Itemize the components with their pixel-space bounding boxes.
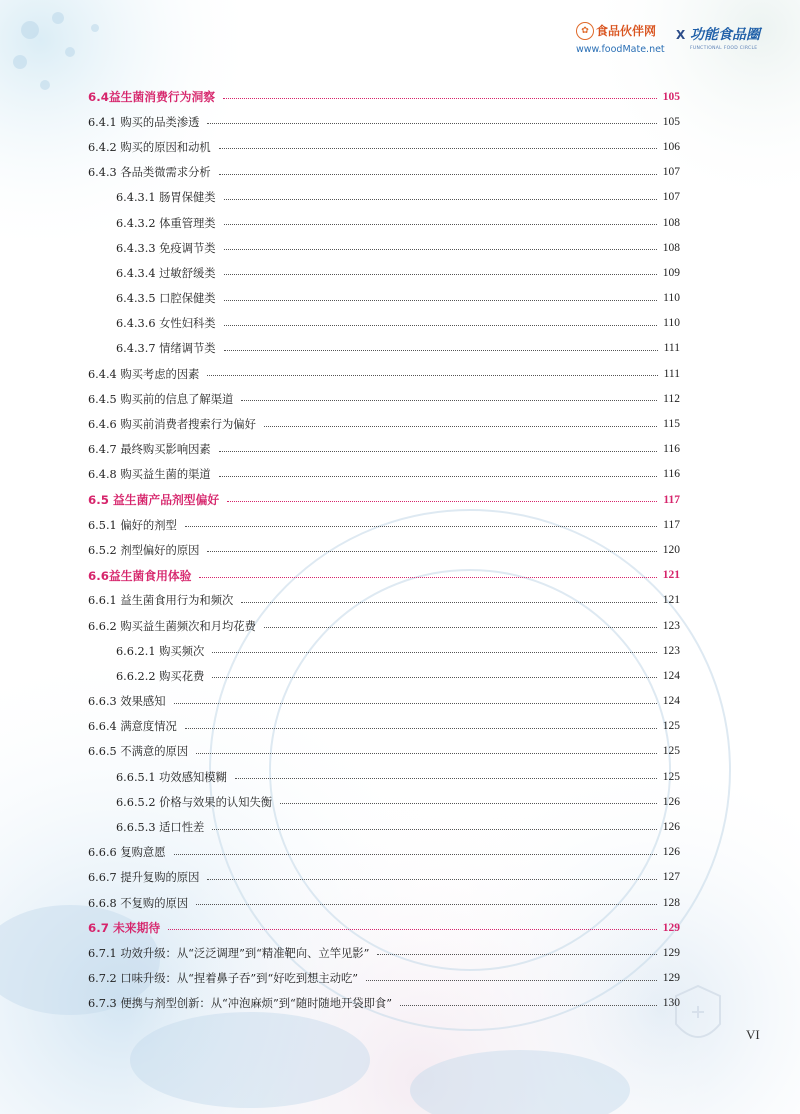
toc-entry-row[interactable] (88, 235, 680, 260)
page-number: VI (746, 1027, 760, 1042)
toc-entry-row[interactable] (88, 613, 680, 638)
toc-entry-label: 6.4.3.3 免疫调节类 (116, 241, 216, 255)
toc-leader-dots (207, 551, 656, 552)
toc-entry-page: 124 (662, 695, 680, 708)
toc-entry-label: 6.5.2 剂型偏好的原因 (88, 543, 200, 557)
toc-leader-dots (196, 753, 657, 754)
toc-entry-label: 6.7.3 便携与剂型创新：从“冲泡麻烦”到“随时随地开袋即食” (88, 997, 392, 1011)
toc-entry-label: 6.4.3.7 情绪调节类 (116, 342, 216, 356)
toc-entry-label: 6.4.5 购买前的信息了解渠道 (88, 392, 234, 406)
toc-entry-row[interactable] (88, 588, 680, 613)
toc-entry-page: 123 (662, 644, 680, 657)
toc-entry-page: 117 (663, 493, 680, 506)
header-logos (572, 18, 772, 66)
toc-section-row[interactable] (88, 563, 680, 588)
toc-entry-page: 121 (662, 594, 680, 607)
toc-entry-label: 6.7.1 功效升级：从“泛泛调理”到“精准靶向、立竿见影” (88, 946, 370, 960)
toc-entry-row[interactable] (88, 814, 680, 839)
toc-entry-page: 115 (663, 418, 680, 431)
toc-entry-row[interactable] (88, 109, 680, 134)
toc-entry-label: 6.5.1 偏好的剂型 (88, 518, 177, 532)
toc-entry-page: 110 (663, 292, 680, 305)
toc-entry-row[interactable] (88, 512, 680, 537)
toc-leader-dots (224, 325, 658, 326)
toc-entry-row[interactable] (88, 286, 680, 311)
toc-leader-dots (219, 148, 657, 149)
toc-section-row[interactable] (88, 487, 680, 512)
toc-entry-row[interactable] (88, 865, 680, 890)
toc-entry-page: 123 (662, 619, 680, 632)
toc-entry-row[interactable] (88, 537, 680, 562)
toc-entry-label: 6.6.5.2 价格与效果的认知失衡 (116, 795, 273, 809)
toc-section-row[interactable] (88, 84, 680, 109)
toc-entry-row[interactable] (88, 689, 680, 714)
toc-entry-row[interactable] (88, 386, 680, 411)
toc-entry-label: 6.4.3.6 女性妇科类 (116, 317, 216, 331)
toc-leader-dots (207, 375, 657, 376)
toc-entry-page: 106 (662, 140, 680, 153)
toc-leader-dots (264, 426, 657, 427)
toc-entry-page: 117 (663, 518, 680, 531)
toc-entry-row[interactable] (88, 739, 680, 764)
toc-leader-dots (219, 476, 657, 477)
toc-leader-dots (280, 803, 657, 804)
toc-entry-label: 6.6.4 满意度情况 (88, 720, 177, 734)
functional-en: FUNCTIONAL FOOD CIRCLE (690, 46, 758, 51)
toc-entry-label: 6.6.5.3 适口性差 (116, 821, 205, 835)
toc-leader-dots (366, 980, 657, 981)
toc-entry-page: 128 (662, 896, 680, 909)
toc-entry-row[interactable] (88, 134, 680, 159)
toc-entry-label: 6.6.6 复购意愿 (88, 846, 166, 860)
toc-entry-label: 6.4.1 购买的品类渗透 (88, 115, 200, 129)
toc-leader-dots (174, 703, 657, 704)
toc-entry-page: 111 (663, 342, 680, 355)
toc-leader-dots (196, 904, 657, 905)
toc-entry-label: 6.4益生菌消费行为洞察 (88, 90, 216, 105)
toc-entry-row[interactable] (88, 840, 680, 865)
toc-entry-row[interactable] (88, 411, 680, 436)
toc-entry-label: 6.4.8 购买益生菌的渠道 (88, 468, 211, 482)
toc-entry-row[interactable] (88, 940, 680, 965)
toc-section-row[interactable] (88, 915, 680, 940)
toc-entry-label: 6.4.3 各品类微需求分析 (88, 166, 211, 180)
toc-entry-label: 6.6.1 益生菌食用行为和频次 (88, 594, 234, 608)
toc-leader-dots (219, 451, 657, 452)
toc-entry-page: 125 (662, 745, 680, 758)
toc-entry-label: 6.6.2.1 购买频次 (116, 644, 205, 658)
logo-separator: X (676, 28, 686, 42)
toc-entry-row[interactable] (88, 260, 680, 285)
toc-entry-label: 6.5 益生菌产品剂型偏好 (88, 493, 220, 508)
toc-entry-label: 6.4.3.1 肠胃保健类 (116, 191, 216, 205)
toc-entry-page: 110 (663, 317, 680, 330)
toc-entry-page: 116 (663, 443, 680, 456)
toc-entry-page: 126 (662, 846, 680, 859)
toc-leader-dots (174, 854, 657, 855)
toc-leader-dots (223, 98, 657, 99)
foodmate-url: www.foodMate.net (576, 44, 665, 55)
toc-entry-row[interactable] (88, 311, 680, 336)
toc-entry-page: 112 (663, 392, 680, 405)
toc-leader-dots (212, 677, 656, 678)
toc-entry-page: 107 (662, 191, 680, 204)
toc-leader-dots (219, 174, 657, 175)
toc-entry-page: 125 (662, 720, 680, 733)
toc-entry-label: 6.4.2 购买的原因和动机 (88, 140, 211, 154)
toc-entry-page: 109 (662, 266, 680, 279)
toc-entry-page: 129 (662, 972, 680, 985)
toc-leader-dots (207, 123, 656, 124)
toc-entry-label: 6.6.2.2 购买花费 (116, 669, 205, 683)
toc-entry-label: 6.6.2 购买益生菌频次和月均花费 (88, 619, 256, 633)
toc-entry-label: 6.6益生菌食用体验 (88, 568, 192, 583)
toc-entry-row[interactable] (88, 890, 680, 915)
toc-entry-row[interactable] (88, 789, 680, 814)
toc-leader-dots (224, 300, 658, 301)
toc-entry-page: 116 (663, 468, 680, 481)
toc-entry-row[interactable] (88, 663, 680, 688)
toc-entry-label: 6.4.3.4 过敏舒缓类 (116, 266, 216, 280)
toc-leader-dots (212, 652, 656, 653)
toc-entry-page: 108 (662, 216, 680, 229)
foodmate-name: 食品伙伴网 (596, 24, 657, 38)
toc-leader-dots (207, 879, 656, 880)
toc-entry-row[interactable] (88, 966, 680, 991)
toc-entry-page: 125 (662, 770, 680, 783)
toc-leader-dots (224, 199, 657, 200)
toc-entry-row[interactable] (88, 210, 680, 235)
toc-entry-page: 108 (662, 241, 680, 254)
functional-name: 功能食品圈 (690, 27, 760, 43)
toc-leader-dots (400, 1005, 657, 1006)
toc-entry-label: 6.4.3.2 体重管理类 (116, 216, 216, 230)
table-of-contents (88, 84, 680, 1016)
toc-entry-label: 6.6.7 提升复购的原因 (88, 871, 200, 885)
toc-leader-dots (185, 728, 657, 729)
toc-entry-row[interactable] (88, 160, 680, 185)
toc-leader-dots (168, 929, 657, 930)
toc-entry-label: 6.4.3.5 口腔保健类 (116, 292, 216, 306)
toc-entry-label: 6.4.7 最终购买影响因素 (88, 443, 211, 457)
toc-leader-dots (185, 526, 657, 527)
toc-entry-row[interactable] (88, 462, 680, 487)
toc-leader-dots (224, 274, 657, 275)
toc-entry-page: 105 (662, 90, 680, 103)
functional-food-logo (690, 18, 772, 66)
toc-entry-row[interactable] (88, 714, 680, 739)
toc-leader-dots (227, 501, 657, 502)
toc-entry-page: 107 (662, 166, 680, 179)
toc-entry-label: 6.7 未来期待 (88, 921, 161, 936)
toc-leader-dots (224, 249, 657, 250)
toc-entry-label: 6.7.2 口味升级：从“捏着鼻子吞”到“好吃到想主动吃” (88, 972, 359, 986)
toc-entry-page: 130 (662, 997, 680, 1010)
toc-leader-dots (224, 350, 658, 351)
toc-entry-label: 6.6.8 不复购的原因 (88, 896, 189, 910)
toc-entry-row[interactable] (88, 764, 680, 789)
toc-leader-dots (241, 400, 657, 401)
toc-entry-label: 6.4.4 购买考虑的因素 (88, 367, 200, 381)
toc-leader-dots (264, 627, 657, 628)
foodmate-logo (572, 18, 672, 66)
toc-leader-dots (235, 778, 657, 779)
toc-entry-row[interactable] (88, 991, 680, 1016)
toc-entry-row[interactable] (88, 437, 680, 462)
toc-entry-page: 127 (662, 871, 680, 884)
toc-entry-label: 6.6.5 不满意的原因 (88, 745, 189, 759)
toc-entry-row[interactable] (88, 638, 680, 663)
foodmate-badge-icon: ✿ (576, 22, 594, 40)
toc-leader-dots (377, 954, 656, 955)
toc-entry-page: 120 (662, 543, 680, 556)
toc-entry-page: 129 (662, 921, 680, 934)
toc-entry-page: 126 (662, 821, 680, 834)
toc-entry-row[interactable] (88, 361, 680, 386)
toc-leader-dots (241, 602, 656, 603)
toc-entry-label: 6.6.3 效果感知 (88, 695, 166, 709)
toc-leader-dots (224, 224, 657, 225)
toc-leader-dots (212, 829, 656, 830)
toc-entry-page: 129 (662, 946, 680, 959)
toc-entry-page: 105 (662, 115, 680, 128)
toc-entry-page: 126 (662, 795, 680, 808)
toc-leader-dots (199, 577, 656, 578)
toc-entry-row[interactable] (88, 185, 680, 210)
toc-entry-label: 6.4.6 购买前消费者搜索行为偏好 (88, 418, 256, 432)
toc-entry-row[interactable] (88, 336, 680, 361)
toc-entry-page: 111 (663, 367, 680, 380)
toc-entry-label: 6.6.5.1 功效感知模糊 (116, 770, 227, 784)
toc-entry-page: 121 (662, 569, 680, 582)
toc-entry-page: 124 (662, 669, 680, 682)
